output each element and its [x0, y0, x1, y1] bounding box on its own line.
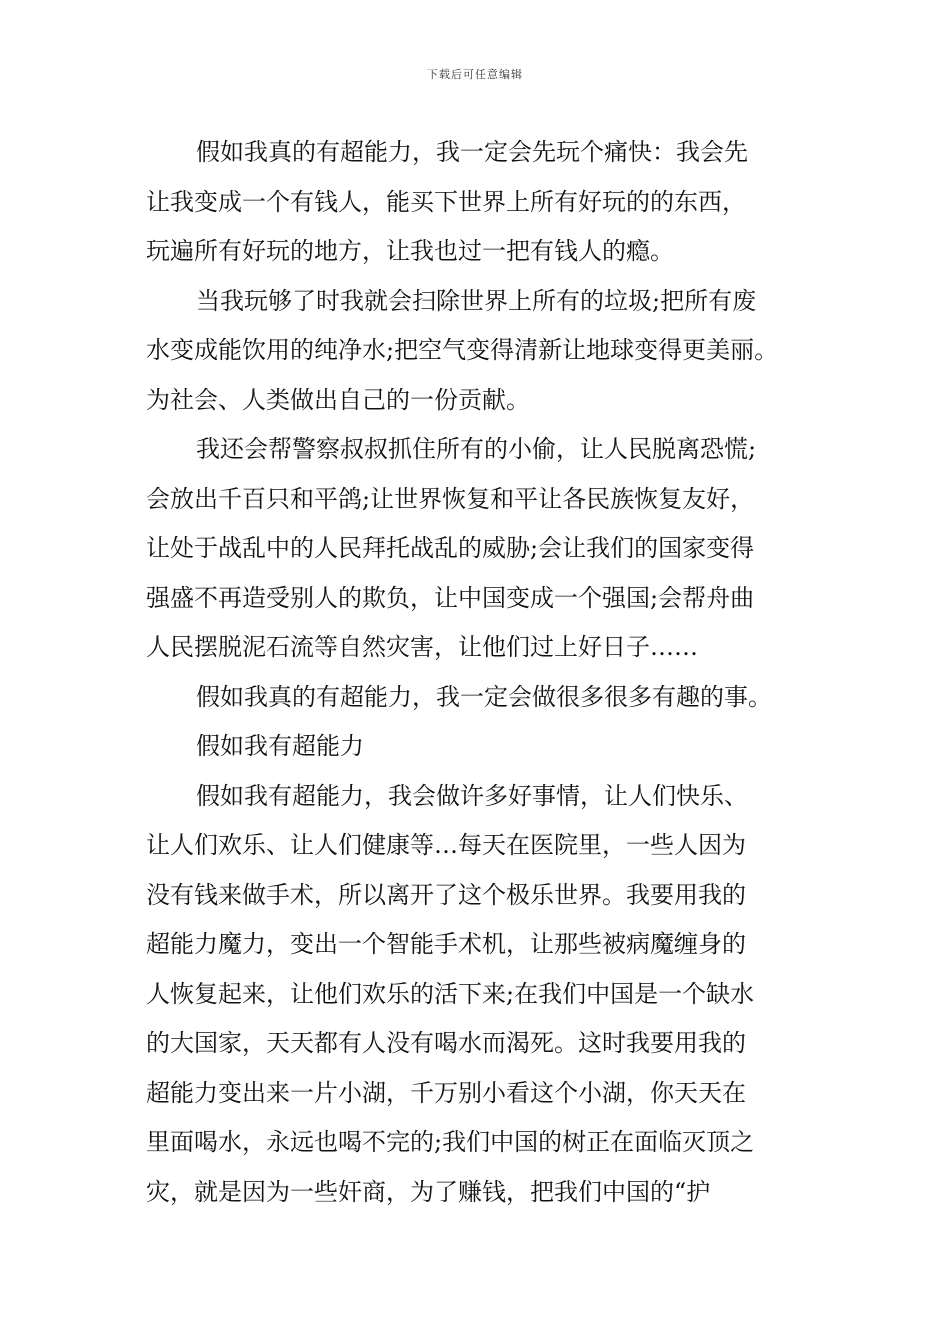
text-line: 让人们欢乐、让人们健康等…每天在医院里，一些人因为 [146, 831, 746, 859]
text-line: 强盛不再造受别人的欺负，让中国变成一个强国;会帮舟曲 [146, 583, 755, 612]
text-line: 灾，就是因为一些奸商，为了赚钱，把我们中国的“护 [146, 1177, 711, 1206]
text-line: 水变成能饮用的纯净水;把空气变得清新让地球变得更美丽。 [146, 336, 779, 364]
text-line: 当我玩够了时我就会扫除世界上所有的垃圾;把所有废 [196, 286, 757, 315]
text-line: 玩遍所有好玩的地方，让我也过一把有钱人的瘾。 [146, 237, 674, 265]
header-note: 下载后可任意编辑 [427, 68, 523, 81]
text-line: 为社会、人类做出自己的一份贡献。 [146, 385, 530, 414]
text-line: 让处于战乱中的人民拜托战乱的威胁;会让我们的国家变得 [146, 534, 755, 562]
text-line: 假如我真的有超能力，我一定会做很多很多有趣的事。 [196, 682, 772, 711]
text-line: 超能力变出来一片小湖，千万别小看这个小湖，你天天在 [146, 1078, 746, 1107]
text-line: 假如我有超能力 [196, 732, 364, 760]
text-line: 人民摆脱泥石流等自然灾害，让他们过上好日子…… [146, 633, 698, 661]
text-line: 会放出千百只和平鸽;让世界恢复和平让各民族恢复友好， [146, 484, 755, 513]
text-line: 人恢复起来，让他们欢乐的活下来;在我们中国是一个缺水 [146, 979, 755, 1008]
text-line: 的大国家，天天都有人没有喝水而渴死。这时我要用我的 [146, 1029, 746, 1057]
text-line: 超能力魔力，变出一个智能手术机，让那些被病魔缠身的 [146, 930, 746, 958]
text-line: 让我变成一个有钱人，能买下世界上所有好玩的的东西， [146, 187, 746, 216]
text-line: 里面喝水，永远也喝不完的;我们中国的树正在面临灭顶之 [146, 1128, 755, 1156]
text-line: 没有钱来做手术，所以离开了这个极乐世界。我要用我的 [146, 880, 746, 909]
text-line: 我还会帮警察叔叔抓住所有的小偷，让人民脱离恐慌; [196, 435, 757, 463]
text-line: 假如我有超能力，我会做许多好事情，让人们快乐、 [196, 781, 748, 810]
text-line: 假如我真的有超能力，我一定会先玩个痛快：我会先 [196, 138, 748, 166]
document-body [146, 128, 811, 1217]
